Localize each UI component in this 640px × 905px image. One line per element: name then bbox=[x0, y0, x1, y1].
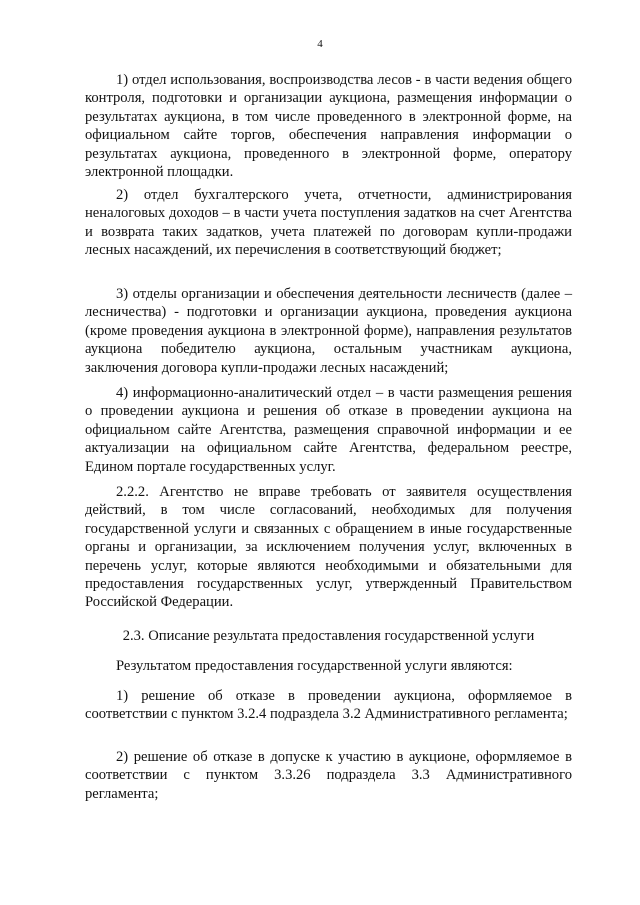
paragraph-forestry-units: 3) отделы организации и обеспечения деятельности лесничеств (далее – лесничества) - подготовки и организации аукциона, проведения аукциона (кроме проведения аукциона в электронной форме), направления результатов аукциона победителю аукциона, остальным участникам аукциона, заключения договора купли-продажи лесных насаждений; bbox=[85, 286, 572, 376]
paragraph-result-2: 2) решение об отказе в допуске к участию в аукционе, оформляемое в соответствии с пунктом 3.3.26 подраздела 3.3 Административного регламента; bbox=[85, 749, 572, 802]
paragraph-accounting-department: 2) отдел бухгалтерского учета, отчетности, администрирования неналоговых доходов – в части учета поступления задатков на счет Агентства и возврата таких задатков, учета платежей по договорам купли-продажи лесных насаждений, их перечисления в соответствующий бюджет; bbox=[85, 187, 572, 259]
paragraph-results-intro: Результатом предоставления государственной услуги являются: bbox=[116, 658, 513, 674]
paragraph-result-1: 1) решение об отказе в проведении аукциона, оформляемое в соответствии с пунктом 3.2.4 подраздела 3.2 Административного регламента; bbox=[85, 688, 572, 723]
section-heading-2-3: 2.3. Описание результата предоставления государственной услуги bbox=[122, 628, 535, 644]
paragraph-2-2-2: 2.2.2. Агентство не вправе требовать от заявителя осуществления действий, в том числе согласований, необходимых для получения государственной услуги и связанных с обращением в иные государственные органы и организации, за исключением получения услуг, включенных в перечень услуг, которые являются необходимыми и обязательными для предоставления государственных услуг, утвержденный Правительством Российской Федерации. bbox=[85, 484, 572, 611]
page-number: 4 bbox=[317, 38, 323, 50]
paragraph-forestry-use-department: 1) отдел использования, воспроизводства лесов - в части ведения общего контроля, подготовки и организации аукциона, размещения информации о результатах аукциона, в том числе проведенного в электронной форме, на официальном сайте торгов, обеспечения направления информации о результатах аукциона, проведенного в электронной форме, оператору электронной площадки. bbox=[85, 72, 572, 181]
paragraph-analytics-department: 4) информационно-аналитический отдел – в части размещения решения о проведении аукциона и решения об отказе в проведении аукциона на официальном сайте Агентства, размещения справочной информации и ее актуализации на официальном сайте Агентства, федеральном реестре, Едином портале государственных услуг. bbox=[85, 385, 572, 475]
